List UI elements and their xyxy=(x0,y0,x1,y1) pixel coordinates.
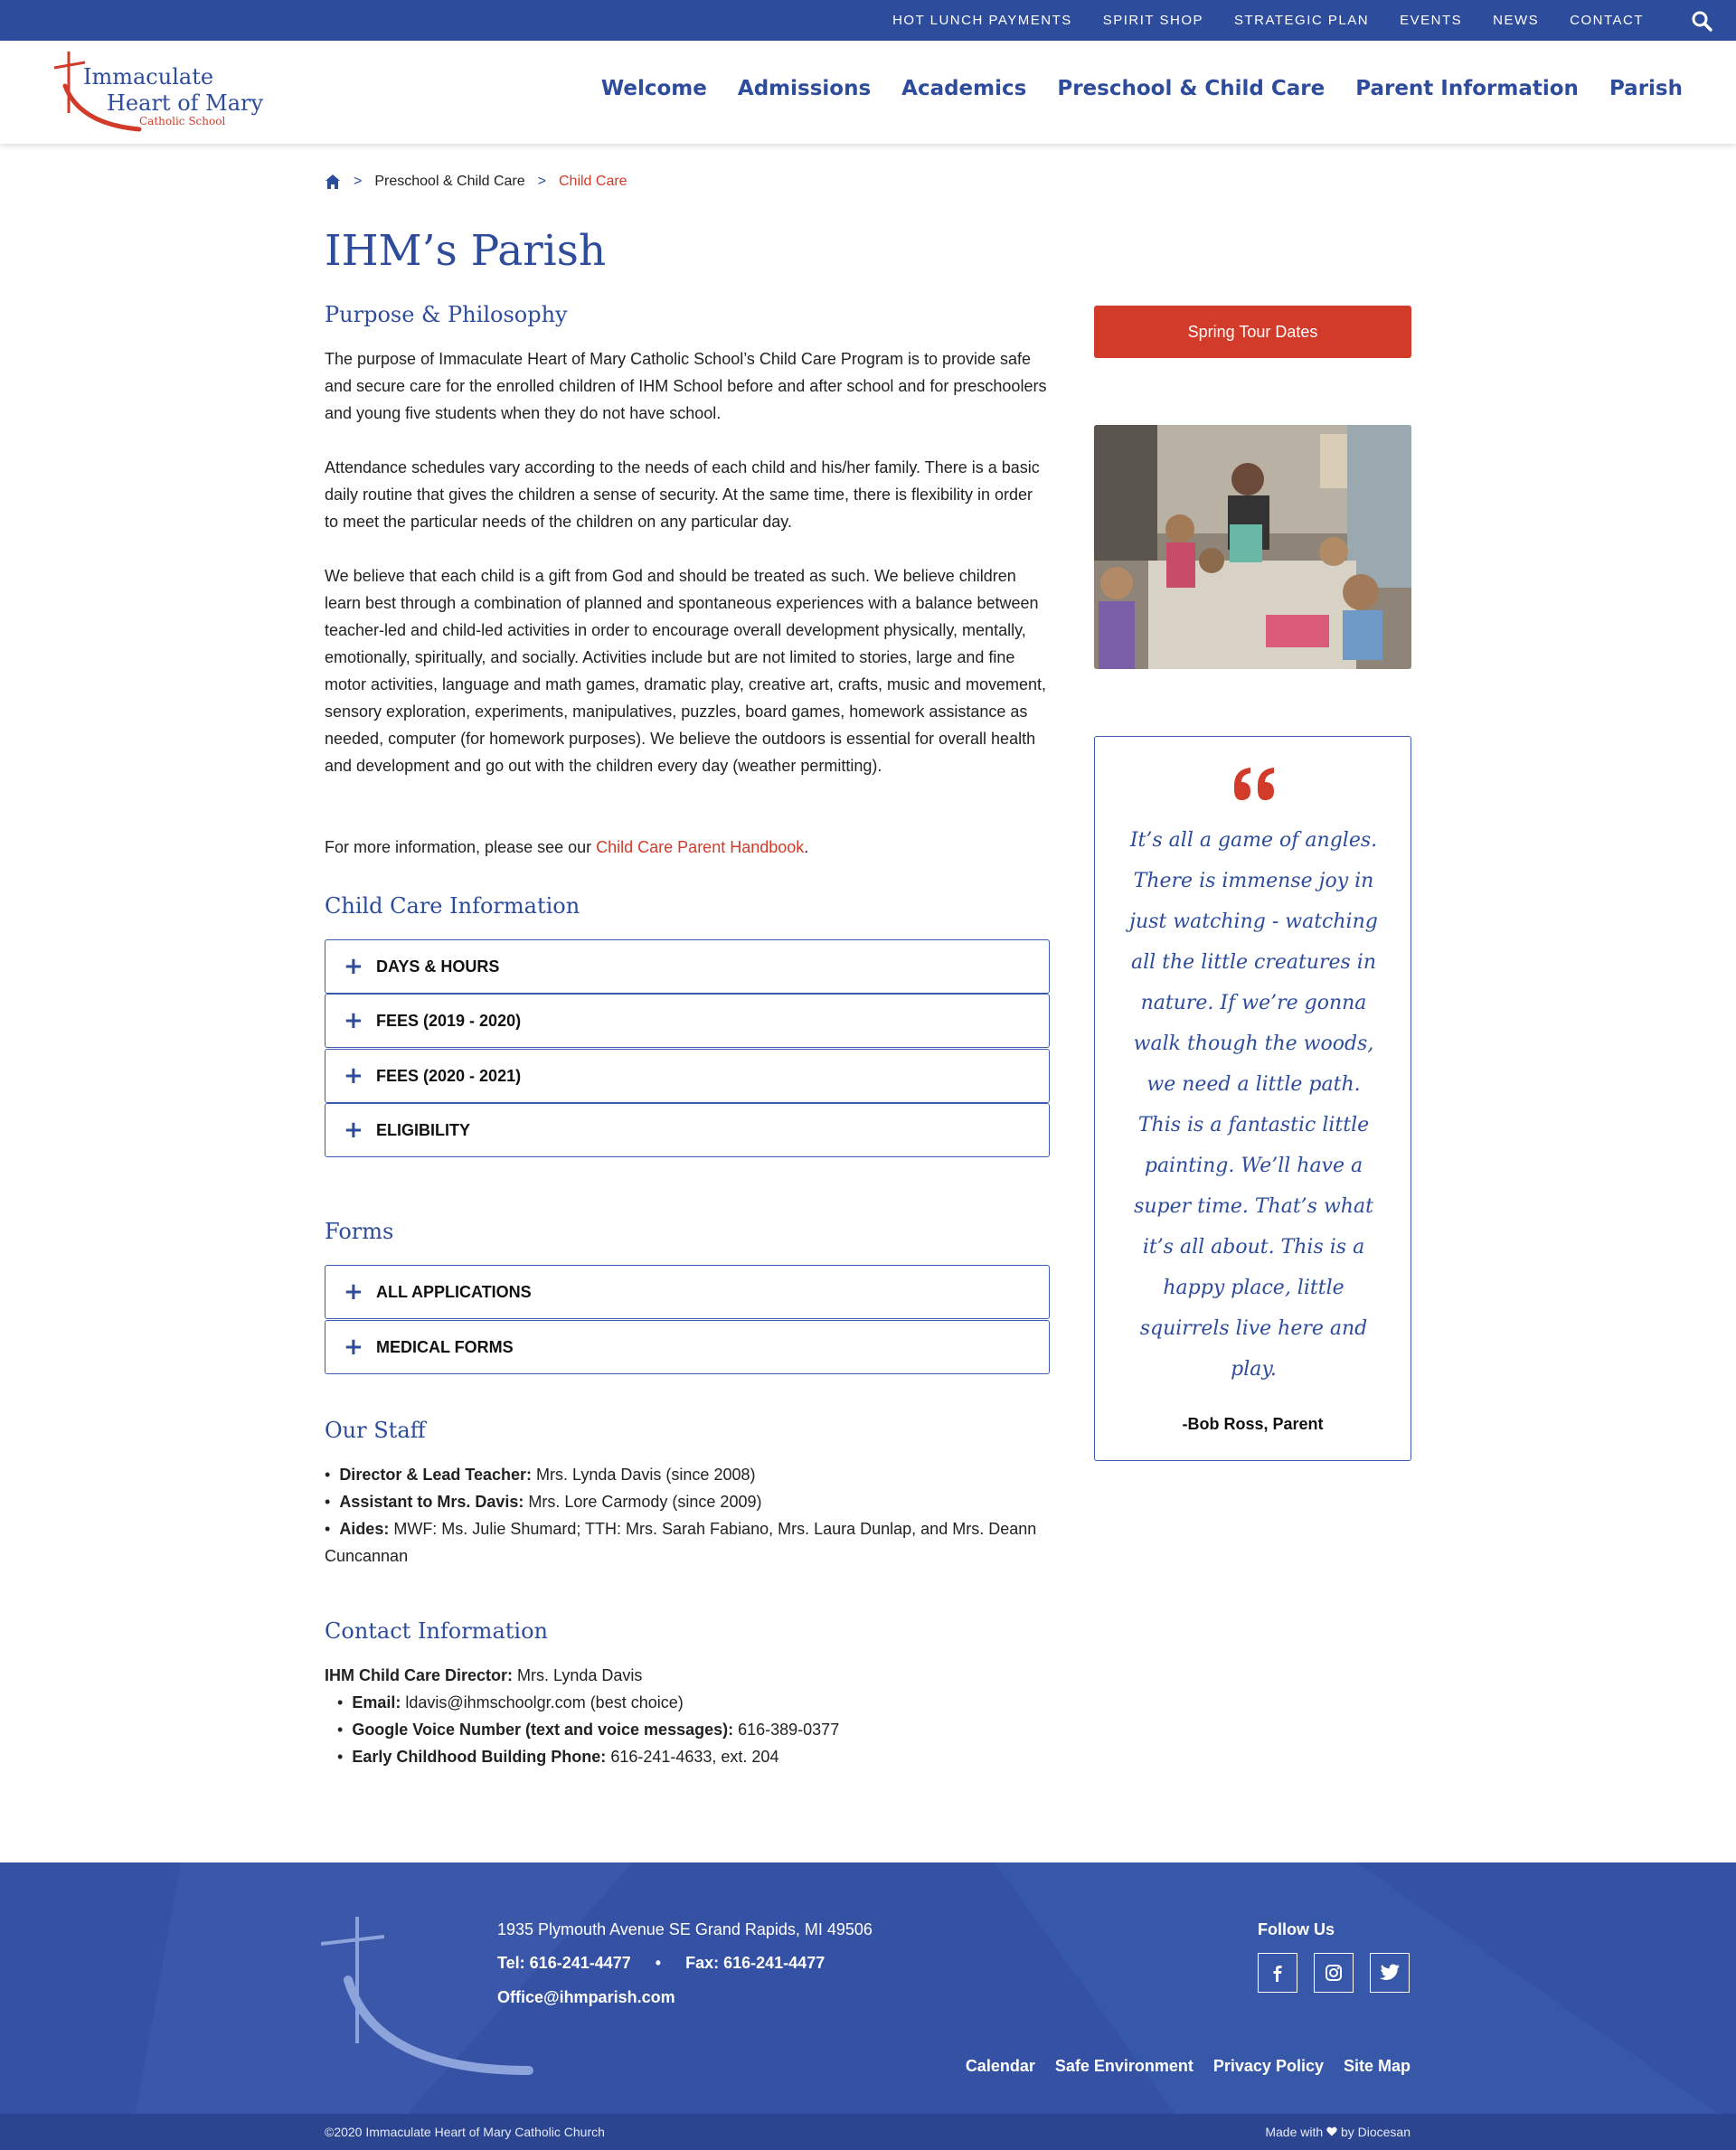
footer-fax: Fax: 616-241-4477 xyxy=(685,1954,826,1972)
school-logo[interactable] xyxy=(52,50,269,136)
plus-icon: + xyxy=(344,1007,363,1034)
handbook-link[interactable]: Child Care Parent Handbook xyxy=(596,838,805,856)
breadcrumb-separator: > xyxy=(354,174,363,189)
testimonial-quote: It’s all a game of angles. There is immense joy in just watching - watching all the little creatures in nature. If we’re gonna walk though the woods, we need a little path. This is a fantastic little painting. We’ll have a super time. That’s what it’s all about. This is a happy place, little squirrels live here and play. xyxy=(1129,829,1378,1381)
staff-name: Mrs. Lynda Davis (since 2008) xyxy=(532,1466,756,1484)
utility-link-strategic-plan[interactable]: STRATEGIC PLAN xyxy=(1234,13,1370,28)
accordion-label: MEDICAL FORMS xyxy=(376,1338,514,1356)
copyright: ©2020 Immaculate Heart of Mary Catholic Church xyxy=(325,2125,605,2139)
accordion-eligibility[interactable] xyxy=(325,1103,1050,1157)
forms-heading: Forms xyxy=(325,1219,394,1244)
instagram-icon[interactable] xyxy=(1314,1953,1354,1993)
footer-link-safe-environment[interactable]: Safe Environment xyxy=(1054,2057,1194,2075)
footer-background-pattern xyxy=(0,1862,1736,2114)
logo-line3: Catholic School xyxy=(139,115,226,127)
contact-label: Google Voice Number (text and voice messages): xyxy=(352,1721,734,1739)
staff-list xyxy=(325,1461,1050,1570)
quote-icon xyxy=(1231,766,1278,802)
follow-us-label: Follow Us xyxy=(1258,1920,1335,1938)
page-title: IHM’s Parish xyxy=(325,226,607,276)
classroom-photo xyxy=(1094,425,1411,669)
accordion-label: FEES (2019 - 2020) xyxy=(376,1012,522,1030)
contact-heading: Contact Information xyxy=(325,1618,548,1644)
accordion-all-applications[interactable] xyxy=(325,1265,1050,1319)
contact-director xyxy=(325,1662,1050,1689)
footer-links xyxy=(966,2057,1410,2076)
logo-line2: Heart of Mary xyxy=(107,90,264,116)
footer-address: 1935 Plymouth Avenue SE Grand Rapids, MI 49506 xyxy=(497,1920,873,1938)
nav-admissions[interactable]: Admissions xyxy=(737,77,872,100)
staff-role: Assistant to Mrs. Davis: xyxy=(339,1493,524,1511)
contact-value: 616-241-4633, ext. 204 xyxy=(606,1748,779,1766)
staff-name: MWF: Ms. Julie Shumard; TTH: Mrs. Sarah Fabiano, Mrs. Laura Dunlap, and Mrs. Deann Cuncannan xyxy=(325,1520,1037,1565)
twitter-icon[interactable] xyxy=(1370,1953,1410,1993)
accordion-days-hours[interactable] xyxy=(325,939,1050,994)
footer-dot: • xyxy=(655,1954,662,1972)
nav-academics[interactable]: Academics xyxy=(901,77,1027,100)
made-with-credit[interactable] xyxy=(1265,2125,1410,2139)
contact-email[interactable] xyxy=(337,1689,1050,1716)
utility-link-spirit-shop[interactable]: SPIRIT SHOP xyxy=(1102,13,1203,28)
plus-icon: + xyxy=(344,1334,363,1361)
handbook-prefix: For more information, please see our xyxy=(325,838,597,856)
utility-link-events[interactable]: EVENTS xyxy=(1400,13,1463,28)
accordion-fees-2020[interactable] xyxy=(325,1049,1050,1103)
handbook-suffix: . xyxy=(804,838,809,856)
contact-value: ldavis@ihmschoolgr.com (best choice) xyxy=(401,1693,684,1712)
contact-director-label: IHM Child Care Director: xyxy=(325,1666,514,1684)
nav-preschool-child-care[interactable]: Preschool & Child Care xyxy=(1057,77,1326,100)
breadcrumb-separator: > xyxy=(537,174,546,189)
site-header xyxy=(0,41,1736,144)
staff-item xyxy=(325,1515,1050,1570)
footer-email[interactable]: Office@ihmparish.com xyxy=(497,1988,675,2006)
nav-parent-information[interactable]: Parent Information xyxy=(1355,77,1579,100)
purpose-paragraph-2: Attendance schedules vary according to the needs of each child and his/her family. There is a basic daily routine that gives the children a sense of security. At the same time, there is flexibility in order to meet the particular needs of the children on any particular day. xyxy=(325,458,1040,531)
plus-icon: + xyxy=(344,1278,363,1306)
utility-link-contact[interactable]: CONTACT xyxy=(1570,13,1644,28)
spring-tour-button[interactable]: Spring Tour Dates xyxy=(1094,306,1411,358)
nav-parish[interactable]: Parish xyxy=(1609,77,1683,100)
accordion-fees-2019[interactable] xyxy=(325,994,1050,1048)
breadcrumb-parent[interactable]: Preschool & Child Care xyxy=(374,174,525,189)
staff-role: Director & Lead Teacher: xyxy=(339,1466,533,1484)
plus-icon: + xyxy=(344,1117,363,1144)
contact-list xyxy=(325,1689,1050,1770)
childcare-info-heading: Child Care Information xyxy=(325,893,580,919)
home-icon[interactable] xyxy=(325,174,341,190)
footer-link-privacy-policy[interactable]: Privacy Policy xyxy=(1212,2057,1324,2075)
purpose-heading: Purpose & Philosophy xyxy=(325,302,568,327)
staff-heading: Our Staff xyxy=(325,1418,426,1443)
testimonial-box xyxy=(1094,736,1411,1461)
breadcrumb-current: Child Care xyxy=(558,174,627,189)
plus-icon: + xyxy=(344,1062,363,1089)
utility-link-news[interactable]: NEWS xyxy=(1493,13,1540,28)
testimonial-author: -Bob Ross, Parent xyxy=(1182,1415,1324,1433)
contact-value: 616-389-0377 xyxy=(733,1721,840,1739)
footer-tel[interactable]: Tel: 616-241-4477 xyxy=(497,1954,631,1972)
utility-nav xyxy=(892,0,1644,41)
accordion-label: DAYS & HOURS xyxy=(376,957,500,976)
footer-phone-row xyxy=(497,1954,825,1973)
contact-director-name: Mrs. Lynda Davis xyxy=(513,1666,643,1684)
site-footer xyxy=(0,1862,1736,2114)
accordion-label: ALL APPLICATIONS xyxy=(376,1283,532,1301)
staff-item xyxy=(325,1461,1050,1488)
made-with-prefix: Made with xyxy=(1265,2125,1327,2139)
utility-link-hot-lunch[interactable]: HOT LUNCH PAYMENTS xyxy=(892,13,1072,28)
purpose-paragraph-3: We believe that each child is a gift from God and should be treated as such. We believe children learn best through a combination of planned and spontaneous experiences with a balance between teacher-led and child-led activities in order to encourage overall development physically, mentally, emotionally, spiritually, and socially. Activities include but are not limited to stories, large and fine motor activities, language and math games, dramatic play, creative art, crafts, music and movement, sensory exploration, experiments, manipulatives, puzzles, board games, homework assistance as needed, computer (for homework purposes). We believe the outdoors is essential for overall health and development and go out with the children every day (weather permitting). xyxy=(325,567,1047,775)
made-with-suffix: by Diocesan xyxy=(1337,2125,1410,2139)
footer-bottom-bar xyxy=(0,2114,1736,2150)
purpose-paragraph-1: The purpose of Immaculate Heart of Mary Catholic School’s Child Care Program is to provide safe and secure care for the enrolled children of IHM School before and after school and for preschoolers and young five students when they do not have school. xyxy=(325,350,1047,422)
facebook-icon[interactable] xyxy=(1258,1953,1297,1993)
heart-icon xyxy=(1326,2126,1337,2136)
contact-label: Early Childhood Building Phone: xyxy=(352,1748,607,1766)
accordion-medical-forms[interactable] xyxy=(325,1320,1050,1374)
accordion-label: ELIGIBILITY xyxy=(376,1121,471,1139)
footer-link-calendar[interactable]: Calendar xyxy=(965,2057,1035,2075)
accordion-label: FEES (2020 - 2021) xyxy=(376,1067,522,1085)
staff-name: Mrs. Lore Carmody (since 2009) xyxy=(524,1493,762,1511)
footer-link-site-map[interactable]: Site Map xyxy=(1343,2057,1410,2075)
staff-role: Aides: xyxy=(339,1520,390,1538)
search-icon[interactable] xyxy=(1691,10,1712,32)
logo-line1: Immaculate xyxy=(83,64,214,90)
nav-welcome[interactable]: Welcome xyxy=(600,77,707,100)
plus-icon: + xyxy=(344,953,363,980)
contact-google-voice xyxy=(337,1716,1050,1743)
handbook-paragraph xyxy=(325,834,1050,861)
contact-label: Email: xyxy=(352,1693,401,1712)
contact-building-phone xyxy=(337,1743,1050,1770)
utility-bar xyxy=(0,0,1736,41)
staff-item xyxy=(325,1488,1050,1515)
breadcrumb xyxy=(325,174,627,190)
main-nav xyxy=(601,77,1683,100)
